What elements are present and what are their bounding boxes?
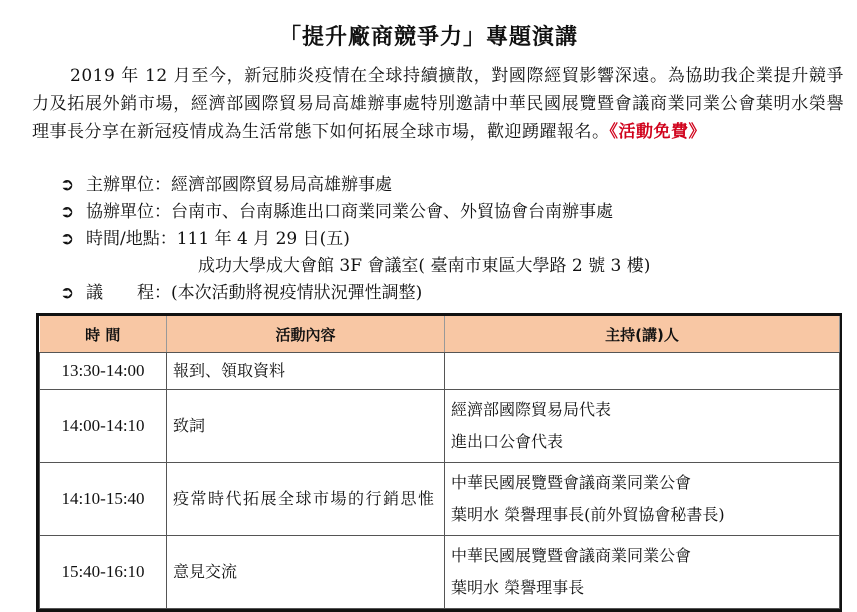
info-co-organizer-text: 協辦單位：台南市、台南縣進出口商業同業公會、外貿協會台南辦事處 [86, 202, 613, 222]
info-organizer [60, 172, 840, 199]
cell-host [445, 463, 840, 536]
info-time-location [60, 226, 840, 253]
header-time: 時 間 [40, 316, 167, 353]
table-row [40, 390, 840, 463]
arrow-circle-bullet-icon: ➲ [60, 202, 75, 222]
schedule-table [39, 316, 840, 609]
schedule-table-frame [36, 313, 842, 612]
table-header-row [40, 316, 840, 353]
host-line: 葉明水 榮譽理事長(前外貿協會秘書長) [451, 505, 725, 524]
cell-content: 意見交流 [167, 536, 445, 609]
host-line: 中華民國展覽暨會議商業同業公會 [451, 546, 692, 565]
arrow-circle-bullet-icon: ➲ [60, 229, 75, 249]
page-title: 「提升廠商競爭力」專題演講 [278, 24, 578, 50]
cell-content: 致詞 [167, 390, 445, 463]
table-row [40, 536, 840, 609]
cell-content: 報到、領取資料 [167, 353, 445, 390]
header-content: 活動內容 [167, 316, 445, 353]
cell-time: 14:00-14:10 [40, 390, 167, 463]
cell-time: 14:10-15:40 [40, 463, 167, 536]
cell-time: 13:30-14:00 [40, 353, 167, 390]
info-time-text: 時間/地點：111 年 4 月 29 日(五) [86, 229, 350, 249]
info-agenda-text: 議 程：(本次活動將視疫情狀況彈性調整) [86, 283, 423, 303]
info-organizer-text: 主辦單位：經濟部國際貿易局高雄辦事處 [86, 175, 392, 195]
host-line: 經濟部國際貿易局代表 [451, 400, 612, 419]
host-line: 葉明水 榮譽理事長 [451, 578, 585, 597]
intro-paragraph [32, 62, 844, 146]
free-event-label: 《活動免費》 [609, 122, 706, 142]
info-location-text: 成功大學成大會館 3F 會議室( 臺南市東區大學路 2 號 3 樓) [198, 256, 651, 276]
intro-text: 2019 年 12 月至今，新冠肺炎疫情在全球持續擴散，對國際經貿影響深遠。為協助我企業提升競爭力及拓展外銷市場，經濟部國際貿易局高雄辦事處特別邀請中華民國展覽暨會議商業同業公會葉明水榮譽理事長分享在新冠疫情成為生活常態下如何拓展全球市場，歡迎踴躍報名。 [32, 66, 844, 142]
table-row [40, 353, 840, 390]
cell-host [445, 536, 840, 609]
arrow-circle-bullet-icon: ➲ [60, 175, 75, 195]
host-line: 進出口公會代表 [451, 432, 564, 451]
host-line: 中華民國展覽暨會議商業同業公會 [451, 473, 692, 492]
header-host: 主持(講)人 [445, 316, 840, 353]
info-co-organizer [60, 199, 840, 226]
arrow-circle-bullet-icon: ➲ [60, 283, 75, 303]
event-info-list [60, 172, 840, 307]
cell-host [445, 390, 840, 463]
info-agenda [60, 280, 840, 307]
cell-content: 疫常時代拓展全球市場的行銷思惟 [167, 463, 445, 536]
table-row [40, 463, 840, 536]
cell-time: 15:40-16:10 [40, 536, 167, 609]
cell-host [445, 353, 840, 390]
